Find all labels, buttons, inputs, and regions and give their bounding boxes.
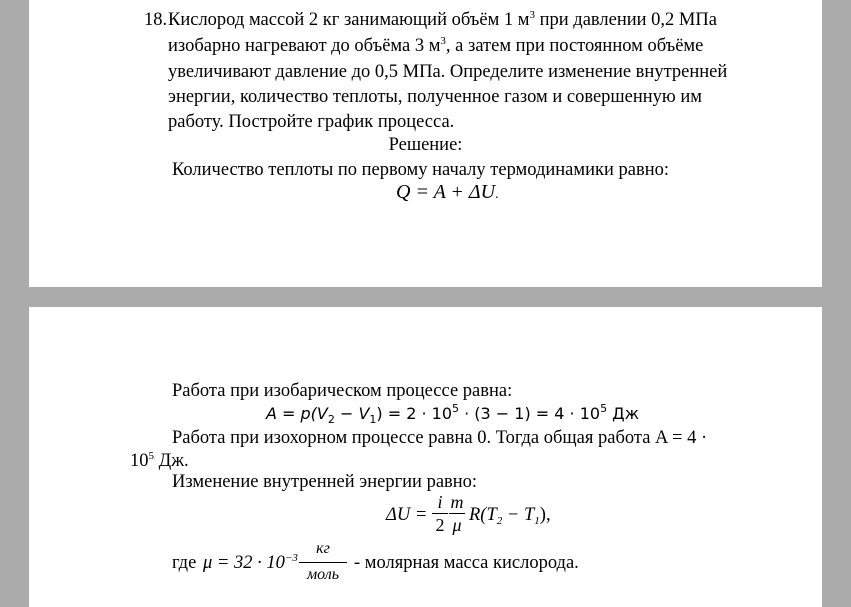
mu-formula: $\mu = 32 \cdot 10^{-3}$: [203, 552, 298, 573]
solution-heading: Решение:: [388, 135, 463, 155]
problem-line-5: работу. Постройте график процесса.: [168, 112, 455, 132]
mu-where: где: [172, 553, 197, 573]
document-page-1: [29, 0, 822, 287]
problem-line-3: увеличивают давление до 0,5 МПа. Определите изменение внутренней: [168, 62, 728, 82]
mu-description: - молярная масса кислорода.: [354, 553, 579, 573]
isobaric-text: Работа при изобарическом процессе равна:: [172, 381, 513, 401]
isochoric-line-1: Работа при изохорном процессе равна 0. Тогда общая работа A = 4 ·: [172, 428, 708, 448]
problem-line-4: энергии, количество теплоты, полученное газом и совершенную им: [168, 87, 702, 107]
isobaric-formula: $A = p(V_2 - V_1) = 2 \cdot 10^5 \cdot (3 - 1) = 4 \cdot 10^5$ Дж: [266, 402, 640, 426]
isochoric-line-2: $10^5$ Дж.: [130, 450, 189, 471]
problem-number: 18.: [144, 10, 168, 30]
problem-line-2: изобарно нагревают до объёма 3 $м^3$, а затем при постоянном объёме: [168, 35, 704, 56]
document-page-2: Работа при изобарическом процессе равна: $A = p(V_2 - V_1) = 2 \cdot 10^5 \cdot (3 - 1) = 4 \cdot 10^5$ Дж Работа при изохорном процессе равна 0. Тогда общая работа A = 4 · $10^5$ Дж. Изменение внутренней энергии равно: ΔU = i 2 m μ $R(T_2 - T_1)$, где $\mu = 32 \cdot 10^{-3}$ кг моль - молярная масса кислорода.: [29, 307, 822, 607]
mu-unit-denominator: моль: [306, 566, 340, 583]
internal-energy-text: Изменение внутренней энергии равно:: [172, 472, 478, 492]
mu-unit-numerator: кг: [316, 540, 330, 557]
heat-text: Количество теплоты по первому началу термодинамики равно:: [172, 160, 669, 180]
problem-line-1: Кислород массой 2 кг занимающий объём 1 $м^3$ при давлении 0,2 МПа: [168, 9, 717, 30]
heat-formula: Q = A + ΔU.: [396, 181, 499, 203]
